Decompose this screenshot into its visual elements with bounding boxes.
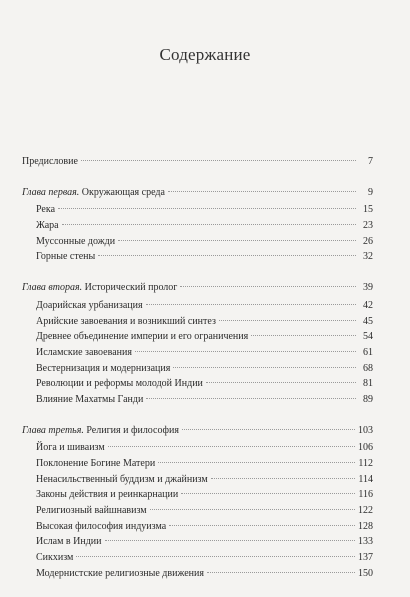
chapter-group <box>22 185 373 265</box>
toc-entry-section[interactable] <box>22 503 373 519</box>
chapter-list <box>22 185 373 582</box>
section-title: Влияние Махатмы Ганди <box>36 393 144 405</box>
section-title: Муссонные дожди <box>36 235 116 247</box>
section-page: 122 <box>358 505 373 517</box>
section-title: Революции и реформы молодой Индии <box>36 378 203 390</box>
toc-entry-preface[interactable] <box>22 154 373 170</box>
section-page: 68 <box>363 362 373 374</box>
toc-entry-section[interactable] <box>22 298 373 314</box>
dot-leader <box>135 351 356 352</box>
dot-leader <box>81 160 356 161</box>
toc-entry-section[interactable] <box>22 440 373 456</box>
section-title: Ислам в Индии <box>36 536 102 548</box>
dot-leader <box>58 208 356 209</box>
chapter-title: Окружающая среда <box>79 186 165 198</box>
section-page: 128 <box>358 520 373 532</box>
section-page: 26 <box>363 235 373 247</box>
toc-entry-section[interactable] <box>22 202 373 218</box>
chapter-title: Исторический пролог <box>82 282 178 294</box>
dot-leader <box>76 556 355 557</box>
toc-entry-section[interactable] <box>22 361 373 377</box>
section-title: Йога и шиваизм <box>36 442 105 454</box>
section-page: 133 <box>358 536 373 548</box>
section-title: Река <box>36 204 56 216</box>
section-page: 112 <box>358 458 373 469</box>
dot-leader <box>118 240 356 241</box>
dot-leader <box>158 462 355 463</box>
toc-entry-section[interactable] <box>22 329 373 345</box>
chapter-page: 39 <box>363 282 373 294</box>
section-title: Арийские завоевания и возникший синтез <box>36 315 216 327</box>
section-title: Вестернизация и модернизация <box>36 362 171 374</box>
section-title: Законы действия и реинкарнации <box>36 489 179 501</box>
section-title: Религиозный вайшнавизм <box>36 505 147 517</box>
chapter-label: Глава вторая. <box>22 282 83 294</box>
dot-leader <box>211 478 356 479</box>
chapter-heading <box>22 185 165 201</box>
section-page: 114 <box>358 473 373 485</box>
dot-leader <box>182 429 355 430</box>
dot-leader <box>108 446 355 447</box>
chapter-title: Религия и философия <box>83 424 179 436</box>
chapter-label: Глава третья. <box>22 424 84 436</box>
toc-entry-section[interactable] <box>22 218 373 234</box>
toc-entry-section[interactable] <box>22 249 373 265</box>
preface-page: 7 <box>368 156 373 167</box>
toc-entry-section[interactable] <box>22 376 373 392</box>
toc-entry-section[interactable] <box>22 392 373 408</box>
dot-leader <box>62 224 356 225</box>
toc-entry-section[interactable] <box>22 234 373 250</box>
dot-leader <box>98 255 356 256</box>
chapter-page: 103 <box>358 424 373 436</box>
preface-group <box>22 154 373 170</box>
chapter-label: Глава первая. <box>22 186 80 198</box>
section-page: 45 <box>363 315 373 327</box>
section-title: Доарийская урбанизация <box>36 299 143 311</box>
toc-entry-section[interactable] <box>22 314 373 330</box>
dot-leader <box>169 525 355 526</box>
section-page: 150 <box>358 567 373 579</box>
dot-leader <box>146 398 356 399</box>
section-page: 116 <box>358 489 373 501</box>
section-title: Модернистские религиозные движения <box>36 567 204 579</box>
toc-entry-section[interactable] <box>22 345 373 361</box>
dot-leader <box>146 304 356 305</box>
section-page: 89 <box>363 393 373 405</box>
dot-leader <box>181 493 355 494</box>
toc-entry-section[interactable] <box>22 519 373 535</box>
chapter-page: 9 <box>368 186 373 198</box>
toc-entry-chapter[interactable] <box>22 280 373 296</box>
table-of-contents <box>22 154 373 597</box>
dot-leader <box>180 286 356 287</box>
section-title: Исламские завоевания <box>36 346 132 358</box>
section-title: Сикхизм <box>36 552 74 564</box>
dot-leader <box>219 320 356 321</box>
section-title: Высокая философия индуизма <box>36 520 167 532</box>
dot-leader <box>206 382 356 383</box>
section-page: 106 <box>358 442 373 454</box>
toc-entry-chapter[interactable] <box>22 185 373 201</box>
section-page: 15 <box>363 204 373 216</box>
section-title: Горные стены <box>36 251 96 263</box>
chapter-heading <box>22 280 177 296</box>
chapter-group <box>22 280 373 408</box>
toc-entry-section[interactable] <box>22 550 373 566</box>
section-title: Ненасильственный буддизм и джайнизм <box>36 473 208 485</box>
toc-entry-section[interactable] <box>22 472 373 488</box>
chapter-group <box>22 423 373 582</box>
toc-entry-section[interactable] <box>22 534 373 550</box>
section-title: Древнее объединение империи и его ограничения <box>36 331 249 343</box>
contents-title: Содержание <box>159 45 251 64</box>
chapter-heading <box>22 423 179 439</box>
toc-entry-section[interactable] <box>22 487 373 503</box>
section-page: 81 <box>363 378 373 390</box>
section-page: 137 <box>358 552 373 564</box>
section-page: 54 <box>363 331 373 343</box>
dot-leader <box>168 191 356 192</box>
preface-title: Предисловие <box>22 156 78 167</box>
toc-entry-chapter[interactable] <box>22 423 373 439</box>
section-page: 61 <box>363 346 373 358</box>
dot-leader <box>251 335 356 336</box>
section-page: 32 <box>363 251 373 263</box>
dot-leader <box>105 540 355 541</box>
section-title: Жара <box>36 220 59 232</box>
section-page: 42 <box>363 299 373 311</box>
dot-leader <box>173 367 356 368</box>
section-page: 23 <box>363 220 373 232</box>
section-title: Поклонение Богине Матери <box>36 458 156 469</box>
dot-leader <box>150 509 355 510</box>
toc-entry-section[interactable] <box>22 566 373 582</box>
dot-leader <box>207 572 355 573</box>
toc-entry-section[interactable] <box>22 456 373 472</box>
